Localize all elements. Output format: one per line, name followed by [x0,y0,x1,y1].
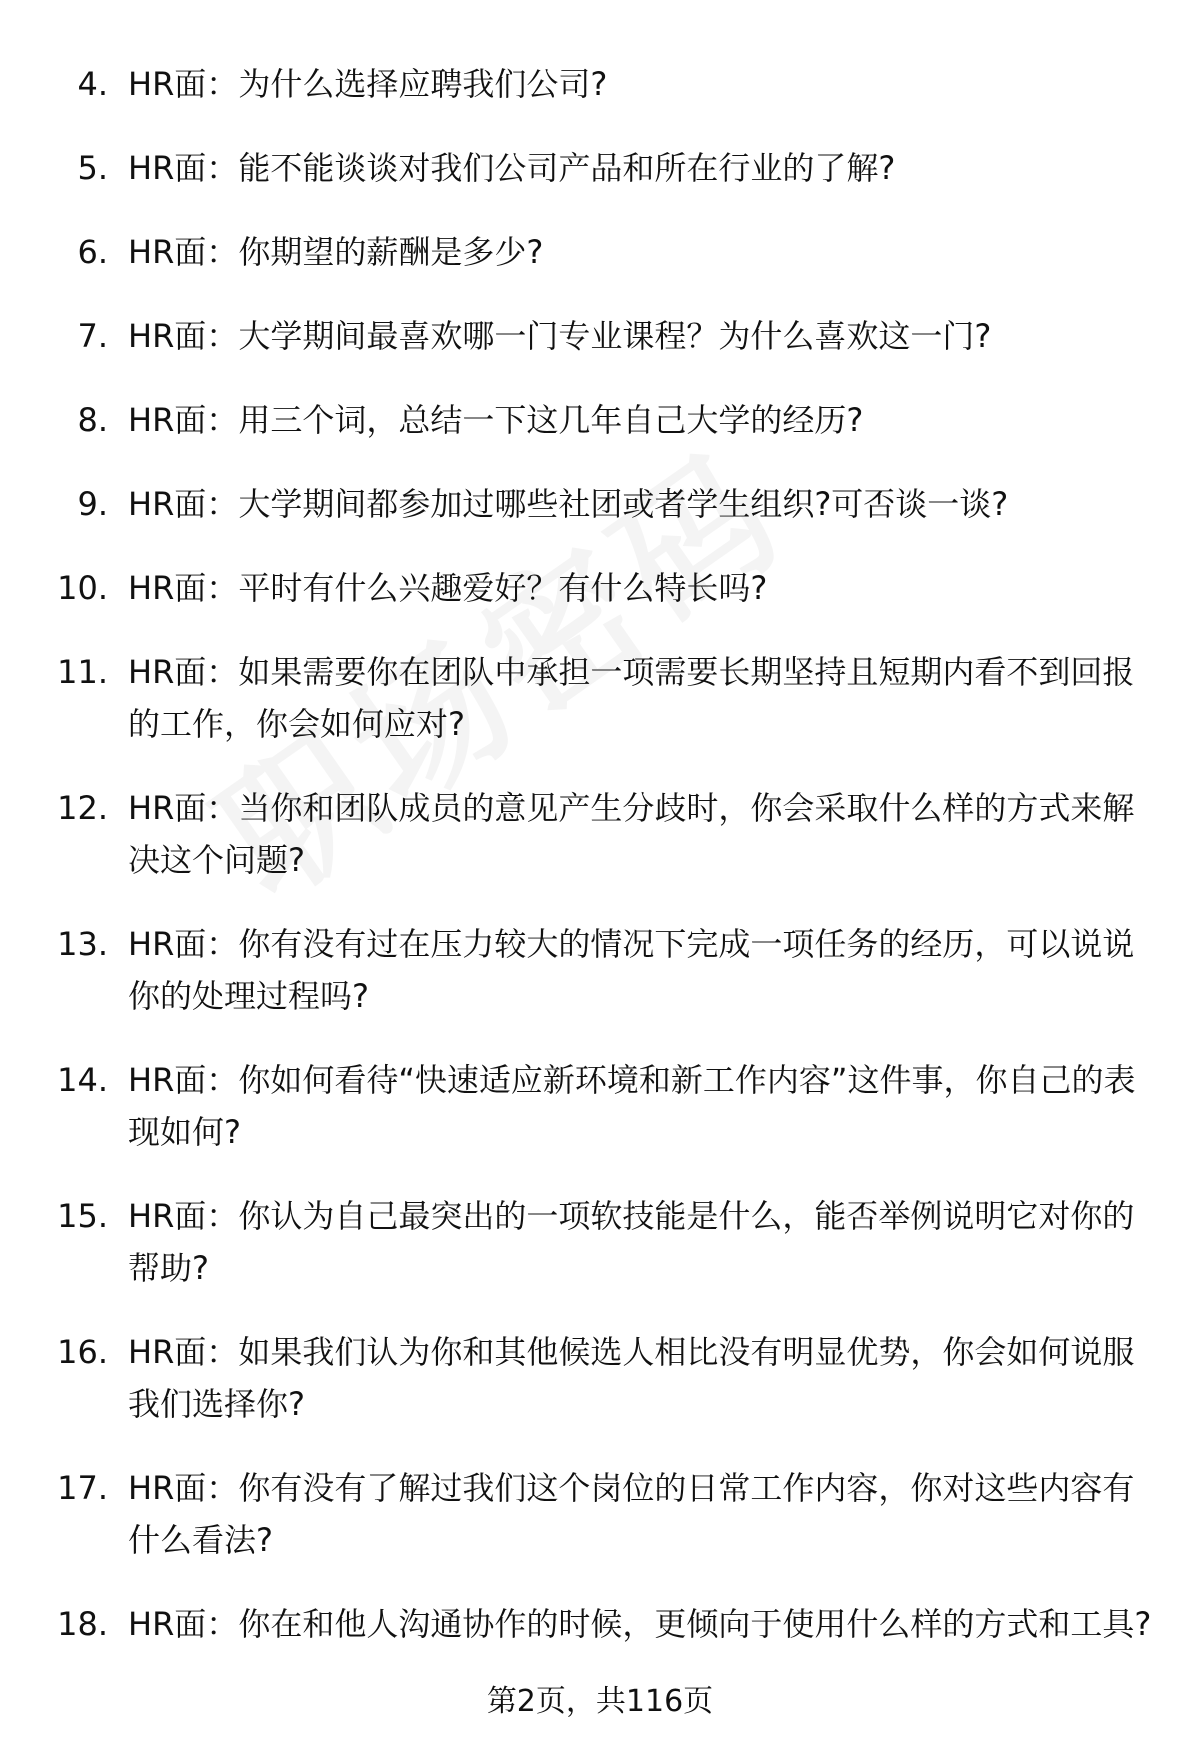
list-item [0,918,1200,1022]
question-body [128,782,1158,886]
list-item [0,646,1200,750]
list-item [0,1326,1200,1430]
question-prefix: HR面： [128,317,239,355]
question-number: 6. [77,233,108,271]
list-item [0,1462,1200,1566]
question-text: 你在和他人沟通协作的时候，更倾向于使用什么样的方式和工具? [238,1605,1152,1643]
question-body [128,562,1158,614]
question-body [128,1190,1158,1294]
question-prefix: HR面： [128,1061,239,1099]
question-number: 18. [57,1605,108,1643]
question-text: 如果需要你在团队中承担一项需要长期坚持且短期内看不到回报的工作，你会如何应对? [128,653,1135,743]
question-body [128,1462,1158,1566]
list-item [0,226,1200,278]
question-text: 平时有什么兴趣爱好？有什么特长吗? [238,569,768,607]
question-body [128,1054,1158,1158]
question-prefix: HR面： [128,569,239,607]
question-text: 大学期间最喜欢哪一门专业课程？为什么喜欢这一门? [238,317,992,355]
question-number: 17. [57,1469,108,1507]
question-prefix: HR面： [128,1197,239,1235]
question-body [128,226,1158,278]
question-prefix: HR面： [128,401,239,439]
list-item [0,58,1200,110]
question-body [128,58,1158,110]
question-prefix: HR面： [128,1469,239,1507]
question-text: 能不能谈谈对我们公司产品和所在行业的了解? [238,149,896,187]
list-item [0,310,1200,362]
question-body [128,310,1158,362]
question-text: 当你和团队成员的意见产生分歧时，你会采取什么样的方式来解决这个问题? [128,789,1135,879]
question-prefix: HR面： [128,65,239,103]
question-body [128,1598,1158,1650]
question-body [128,646,1158,750]
question-number: 15. [57,1197,108,1235]
question-prefix: HR面： [128,233,239,271]
question-number: 8. [77,401,108,439]
question-prefix: HR面： [128,485,239,523]
question-number: 11. [57,653,108,691]
list-item [0,478,1200,530]
question-body [128,142,1158,194]
question-text: 你期望的薪酬是多少? [238,233,544,271]
list-item [0,782,1200,886]
question-text: 如果我们认为你和其他候选人相比没有明显优势，你会如何说服我们选择你? [128,1333,1135,1423]
question-number: 12. [57,789,108,827]
question-number: 4. [77,65,108,103]
list-item [0,1190,1200,1294]
question-body [128,394,1158,446]
question-prefix: HR面： [128,653,239,691]
question-prefix: HR面： [128,925,239,963]
question-number: 10. [57,569,108,607]
list-item [0,1598,1200,1650]
question-body [128,1326,1158,1430]
list-item [0,394,1200,446]
list-item [0,1054,1200,1158]
list-item [0,142,1200,194]
question-prefix: HR面： [128,1333,239,1371]
question-prefix: HR面： [128,149,239,187]
question-text: 为什么选择应聘我们公司? [238,65,608,103]
question-number: 9. [77,485,108,523]
question-list [0,58,1200,1682]
question-prefix: HR面： [128,789,239,827]
question-text: 你有没有过在压力较大的情况下完成一项任务的经历，可以说说你的处理过程吗? [128,925,1135,1015]
question-body [128,478,1158,530]
question-text: 用三个词，总结一下这几年自己大学的经历? [238,401,864,439]
question-text: 大学期间都参加过哪些社团或者学生组织?可否谈一谈? [238,485,1009,523]
question-number: 13. [57,925,108,963]
question-number: 16. [57,1333,108,1371]
question-body [128,918,1158,1022]
question-prefix: HR面： [128,1605,239,1643]
page-footer: 第2页，共116页 [486,1684,714,1719]
question-text: 你有没有了解过我们这个岗位的日常工作内容，你对这些内容有什么看法? [128,1469,1135,1559]
question-number: 5. [77,149,108,187]
question-text: 你认为自己最突出的一项软技能是什么，能否举例说明它对你的帮助? [128,1197,1135,1287]
question-text: 你如何看待“快速适应新环境和新工作内容”这件事，你自己的表现如何? [128,1061,1136,1151]
question-number: 14. [57,1061,108,1099]
question-number: 7. [77,317,108,355]
list-item [0,562,1200,614]
